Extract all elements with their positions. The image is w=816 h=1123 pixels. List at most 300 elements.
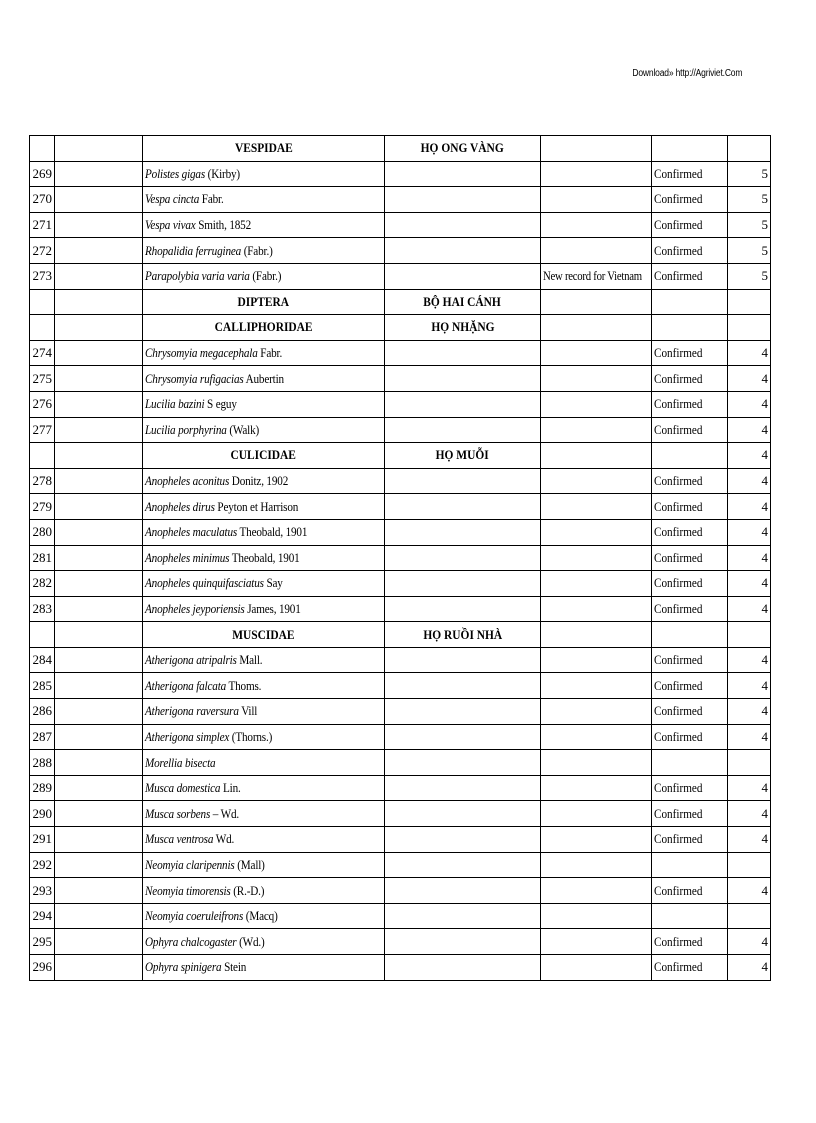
status-cell xyxy=(652,519,728,545)
table-row xyxy=(30,955,771,981)
value-cell: 5 xyxy=(728,263,771,289)
species-genus: Polistes gigas xyxy=(145,165,206,181)
record-note xyxy=(541,699,652,725)
table-row xyxy=(30,417,771,443)
value-cell: 4 xyxy=(728,647,771,673)
row-number: 293 xyxy=(30,878,55,904)
species-name xyxy=(143,699,385,725)
status-cell xyxy=(652,852,728,878)
status-cell xyxy=(652,673,728,699)
status-cell xyxy=(652,699,728,725)
status-text: Confirmed xyxy=(654,831,703,847)
row-number: 287 xyxy=(30,724,55,750)
species-name xyxy=(143,724,385,750)
record-note xyxy=(541,212,652,238)
species-name xyxy=(143,673,385,699)
vietnamese-name-cell xyxy=(385,238,541,264)
table-row xyxy=(30,187,771,213)
record-note xyxy=(541,673,652,699)
value-cell: 4 xyxy=(728,571,771,597)
row-number: 284 xyxy=(30,647,55,673)
status-cell xyxy=(652,494,728,520)
species-name xyxy=(143,750,385,776)
vietnamese-name-cell xyxy=(385,827,541,853)
taxon-vietnamese-label: HỌ NHẶNG xyxy=(430,319,495,335)
blank-cell xyxy=(55,136,143,162)
blank-cell xyxy=(55,955,143,981)
species-name-text xyxy=(145,930,265,954)
blank-cell xyxy=(55,571,143,597)
taxon-vietnamese-name xyxy=(385,315,541,341)
species-name-text xyxy=(145,469,288,493)
species-name xyxy=(143,161,385,187)
blank-cell xyxy=(55,263,143,289)
species-name xyxy=(143,417,385,443)
blank-cell xyxy=(55,929,143,955)
taxon-latin-name xyxy=(143,136,385,162)
record-note xyxy=(541,622,652,648)
taxon-latin-label: CALLIPHORIDAE xyxy=(214,319,313,335)
species-genus: Anopheles quinquifasciatus xyxy=(145,575,264,591)
record-note xyxy=(541,238,652,264)
row-number xyxy=(30,289,55,315)
table-row xyxy=(30,468,771,494)
vietnamese-name-cell xyxy=(385,596,541,622)
species-name xyxy=(143,801,385,827)
status-text: Confirmed xyxy=(654,805,703,821)
row-number: 295 xyxy=(30,929,55,955)
species-name-text xyxy=(145,879,264,903)
species-author: Wd. xyxy=(215,831,235,847)
species-author: Thoms. xyxy=(228,677,262,693)
species-genus: Lucilia porphyrina xyxy=(145,421,227,437)
table-row xyxy=(30,647,771,673)
status-text: Confirmed xyxy=(654,165,703,181)
value-cell: 4 xyxy=(728,519,771,545)
species-genus: Neomyia claripennis xyxy=(145,856,235,872)
value-cell: 4 xyxy=(728,801,771,827)
status-cell xyxy=(652,161,728,187)
species-genus: Anopheles maculatus xyxy=(145,524,238,540)
vietnamese-name-cell xyxy=(385,340,541,366)
value-cell: 4 xyxy=(728,340,771,366)
species-author: (Fabr.) xyxy=(252,268,282,284)
table-row xyxy=(30,903,771,929)
status-text: Confirmed xyxy=(654,780,703,796)
blank-cell xyxy=(55,878,143,904)
table-row xyxy=(30,775,771,801)
species-name xyxy=(143,596,385,622)
group-row xyxy=(30,315,771,341)
species-genus: Anopheles aconitus xyxy=(145,473,230,489)
record-note xyxy=(541,955,652,981)
record-note xyxy=(541,391,652,417)
row-number: 274 xyxy=(30,340,55,366)
species-genus: Anopheles dirus xyxy=(145,498,215,514)
taxon-vietnamese-label: HỌ RUỒI NHÀ xyxy=(423,626,502,642)
species-name-text xyxy=(145,648,262,672)
blank-cell xyxy=(55,903,143,929)
table-row xyxy=(30,571,771,597)
species-genus: Atherigona simplex xyxy=(145,728,230,744)
value-cell: 4 xyxy=(728,417,771,443)
record-note xyxy=(541,340,652,366)
vietnamese-name-cell xyxy=(385,417,541,443)
value-cell: 4 xyxy=(728,673,771,699)
species-genus: Neomyia coeruleifrons xyxy=(145,908,244,924)
value-cell: 4 xyxy=(728,366,771,392)
taxon-latin-label: DIPTERA xyxy=(237,293,290,309)
blank-cell xyxy=(55,161,143,187)
table-row xyxy=(30,212,771,238)
species-name-text xyxy=(145,392,237,416)
value-cell: 4 xyxy=(728,494,771,520)
vietnamese-name-cell xyxy=(385,647,541,673)
row-number: 289 xyxy=(30,775,55,801)
species-table-body xyxy=(30,136,771,981)
value-cell: 4 xyxy=(728,724,771,750)
species-name-text xyxy=(145,776,241,800)
blank-cell xyxy=(55,750,143,776)
status-text: Confirmed xyxy=(654,933,703,949)
taxon-vietnamese-name xyxy=(385,443,541,469)
row-number: 296 xyxy=(30,955,55,981)
species-name xyxy=(143,340,385,366)
row-number: 277 xyxy=(30,417,55,443)
status-text: Confirmed xyxy=(654,959,703,975)
vietnamese-name-cell xyxy=(385,903,541,929)
species-name xyxy=(143,212,385,238)
blank-cell xyxy=(55,212,143,238)
species-name-text xyxy=(145,802,239,826)
species-author: (R.-D.) xyxy=(233,882,265,898)
species-genus: Neomyia timorensis xyxy=(145,882,231,898)
status-cell xyxy=(652,903,728,929)
taxon-latin-name xyxy=(143,622,385,648)
record-note xyxy=(541,263,652,289)
vietnamese-name-cell xyxy=(385,187,541,213)
vietnamese-name-cell xyxy=(385,852,541,878)
species-name-text xyxy=(145,699,257,723)
table-row xyxy=(30,673,771,699)
value-cell: 5 xyxy=(728,161,771,187)
table-row xyxy=(30,801,771,827)
record-note xyxy=(541,545,652,571)
vietnamese-name-cell xyxy=(385,955,541,981)
species-name xyxy=(143,827,385,853)
blank-cell xyxy=(55,468,143,494)
row-number: 290 xyxy=(30,801,55,827)
blank-cell xyxy=(55,238,143,264)
status-text: Confirmed xyxy=(654,703,703,719)
species-author: (Fabr.) xyxy=(243,242,273,258)
table-row xyxy=(30,724,771,750)
taxon-vietnamese-name xyxy=(385,622,541,648)
species-name xyxy=(143,494,385,520)
status-cell xyxy=(652,622,728,648)
table-row xyxy=(30,391,771,417)
status-cell xyxy=(652,929,728,955)
record-note xyxy=(541,136,652,162)
species-author: Theobald, 1901 xyxy=(239,524,308,540)
group-row xyxy=(30,443,771,469)
species-name xyxy=(143,545,385,571)
value-cell: 4 xyxy=(728,443,771,469)
species-name xyxy=(143,571,385,597)
value-cell xyxy=(728,136,771,162)
record-note xyxy=(541,878,652,904)
row-number: 276 xyxy=(30,391,55,417)
download-note: Download» http://Agriviet.Com xyxy=(632,68,742,79)
species-name-text xyxy=(145,213,251,237)
species-name-text xyxy=(145,546,300,570)
vietnamese-name-cell xyxy=(385,699,541,725)
row-number: 273 xyxy=(30,263,55,289)
species-name-text xyxy=(145,725,272,749)
row-number: 281 xyxy=(30,545,55,571)
species-genus: Chrysomyia rufigacias xyxy=(145,370,244,386)
value-cell: 4 xyxy=(728,699,771,725)
vietnamese-name-cell xyxy=(385,519,541,545)
species-name xyxy=(143,238,385,264)
species-name xyxy=(143,263,385,289)
status-text: Confirmed xyxy=(654,421,703,437)
status-cell xyxy=(652,801,728,827)
blank-cell xyxy=(55,673,143,699)
blank-cell xyxy=(55,801,143,827)
vietnamese-name-cell xyxy=(385,161,541,187)
species-author: Stein xyxy=(224,959,247,975)
vietnamese-name-cell xyxy=(385,801,541,827)
species-author: Theobald, 1901 xyxy=(231,549,300,565)
status-text: Confirmed xyxy=(654,652,703,668)
status-text: Confirmed xyxy=(654,728,703,744)
record-note-text: New record for Vietnam xyxy=(543,269,642,284)
species-author: (Macq) xyxy=(245,908,278,924)
species-genus: Morellia bisecta xyxy=(145,754,216,770)
species-genus: Musca domestica xyxy=(145,780,221,796)
row-number: 272 xyxy=(30,238,55,264)
species-genus: Ophyra chalcogaster xyxy=(145,933,237,949)
blank-cell xyxy=(55,852,143,878)
row-number: 288 xyxy=(30,750,55,776)
species-author: – Wd. xyxy=(212,805,240,821)
row-number: 286 xyxy=(30,699,55,725)
group-row xyxy=(30,289,771,315)
species-name-text xyxy=(145,571,283,595)
row-number: 278 xyxy=(30,468,55,494)
status-cell xyxy=(652,238,728,264)
species-genus: Chrysomyia megacephala xyxy=(145,345,258,361)
species-author: (Wd.) xyxy=(239,933,265,949)
vietnamese-name-cell xyxy=(385,366,541,392)
status-text: Confirmed xyxy=(654,191,703,207)
species-genus: Vespa vivax xyxy=(145,217,196,233)
status-cell xyxy=(652,596,728,622)
record-note xyxy=(541,724,652,750)
taxon-latin-label: MUSCIDAE xyxy=(232,626,295,642)
record-note xyxy=(541,750,652,776)
species-name-text xyxy=(145,418,259,442)
species-author: (Kirby) xyxy=(207,165,240,181)
record-note xyxy=(541,519,652,545)
vietnamese-name-cell xyxy=(385,750,541,776)
species-name-text xyxy=(145,853,265,877)
table-row xyxy=(30,545,771,571)
status-cell xyxy=(652,366,728,392)
taxon-latin-name xyxy=(143,315,385,341)
blank-cell xyxy=(55,596,143,622)
table-row xyxy=(30,366,771,392)
blank-cell xyxy=(55,622,143,648)
blank-cell xyxy=(55,775,143,801)
status-cell xyxy=(652,647,728,673)
species-genus: Rhopalidia ferruginea xyxy=(145,242,242,258)
status-cell xyxy=(652,443,728,469)
species-author: (Thorns.) xyxy=(231,728,273,744)
record-note xyxy=(541,315,652,341)
blank-cell xyxy=(55,417,143,443)
species-author: (Walk) xyxy=(229,421,260,437)
row-number: 285 xyxy=(30,673,55,699)
record-note xyxy=(541,647,652,673)
species-name-text xyxy=(145,341,282,365)
value-cell xyxy=(728,622,771,648)
vietnamese-name-cell xyxy=(385,673,541,699)
species-name xyxy=(143,878,385,904)
species-author: Say xyxy=(266,575,283,591)
record-note xyxy=(541,161,652,187)
status-cell xyxy=(652,315,728,341)
species-name xyxy=(143,903,385,929)
species-author: Peyton et Harrison xyxy=(217,498,299,514)
taxon-latin-name xyxy=(143,443,385,469)
row-number xyxy=(30,315,55,341)
status-text: Confirmed xyxy=(654,575,703,591)
species-name xyxy=(143,775,385,801)
blank-cell xyxy=(55,494,143,520)
value-cell: 4 xyxy=(728,775,771,801)
row-number: 269 xyxy=(30,161,55,187)
taxon-vietnamese-name xyxy=(385,289,541,315)
vietnamese-name-cell xyxy=(385,929,541,955)
species-name xyxy=(143,852,385,878)
row-number: 283 xyxy=(30,596,55,622)
table-row xyxy=(30,238,771,264)
species-name xyxy=(143,187,385,213)
table-row xyxy=(30,340,771,366)
row-number xyxy=(30,136,55,162)
species-genus: Anopheles jeyporiensis xyxy=(145,600,245,616)
group-row xyxy=(30,622,771,648)
value-cell xyxy=(728,750,771,776)
species-name-text xyxy=(145,162,240,186)
species-name-text xyxy=(145,827,234,851)
value-cell: 4 xyxy=(728,468,771,494)
vietnamese-name-cell xyxy=(385,391,541,417)
vietnamese-name-cell xyxy=(385,775,541,801)
taxon-vietnamese-label: HỌ ONG VÀNG xyxy=(420,140,505,156)
status-text: Confirmed xyxy=(654,370,703,386)
table-row xyxy=(30,699,771,725)
species-name-text xyxy=(145,367,284,391)
vietnamese-name-cell xyxy=(385,263,541,289)
value-cell: 5 xyxy=(728,238,771,264)
species-genus: Ophyra spinigera xyxy=(145,959,222,975)
row-number: 291 xyxy=(30,827,55,853)
species-author: Aubertin xyxy=(245,370,284,386)
value-cell xyxy=(728,903,771,929)
species-author: James, 1901 xyxy=(247,600,301,616)
blank-cell xyxy=(55,391,143,417)
species-name-text xyxy=(145,187,224,211)
status-cell xyxy=(652,136,728,162)
table-row xyxy=(30,750,771,776)
record-note xyxy=(541,903,652,929)
value-cell: 4 xyxy=(728,929,771,955)
vietnamese-name-cell xyxy=(385,212,541,238)
table-row xyxy=(30,827,771,853)
taxon-latin-label: VESPIDAE xyxy=(234,140,293,156)
blank-cell xyxy=(55,340,143,366)
blank-cell xyxy=(55,315,143,341)
species-author: Mall. xyxy=(239,652,263,668)
status-cell xyxy=(652,750,728,776)
species-author: Lin. xyxy=(222,780,241,796)
status-text: Confirmed xyxy=(654,473,703,489)
blank-cell xyxy=(55,519,143,545)
status-text: Confirmed xyxy=(654,882,703,898)
blank-cell xyxy=(55,699,143,725)
value-cell: 4 xyxy=(728,955,771,981)
row-number: 292 xyxy=(30,852,55,878)
row-number: 275 xyxy=(30,366,55,392)
species-name-text xyxy=(145,904,278,928)
status-text: Confirmed xyxy=(654,242,703,258)
species-genus: Musca ventrosa xyxy=(145,831,214,847)
row-number xyxy=(30,443,55,469)
vietnamese-name-cell xyxy=(385,494,541,520)
species-name xyxy=(143,955,385,981)
vietnamese-name-cell xyxy=(385,545,541,571)
record-note xyxy=(541,468,652,494)
species-genus: Musca sorbens xyxy=(145,805,211,821)
status-cell xyxy=(652,955,728,981)
species-name xyxy=(143,647,385,673)
record-note xyxy=(541,443,652,469)
blank-cell xyxy=(55,647,143,673)
value-cell xyxy=(728,315,771,341)
status-cell xyxy=(652,212,728,238)
taxon-latin-name xyxy=(143,289,385,315)
blank-cell xyxy=(55,724,143,750)
species-genus: Vespa cincta xyxy=(145,191,200,207)
vietnamese-name-cell xyxy=(385,571,541,597)
species-author: Fabr. xyxy=(201,191,224,207)
status-cell xyxy=(652,775,728,801)
status-text: Confirmed xyxy=(654,396,703,412)
row-number: 270 xyxy=(30,187,55,213)
row-number: 271 xyxy=(30,212,55,238)
value-cell: 5 xyxy=(728,212,771,238)
record-note xyxy=(541,571,652,597)
species-name-text xyxy=(145,597,301,621)
status-cell xyxy=(652,417,728,443)
taxon-latin-label: CULICIDAE xyxy=(230,447,297,463)
status-cell xyxy=(652,187,728,213)
record-note xyxy=(541,417,652,443)
species-author: Smith, 1852 xyxy=(198,217,251,233)
